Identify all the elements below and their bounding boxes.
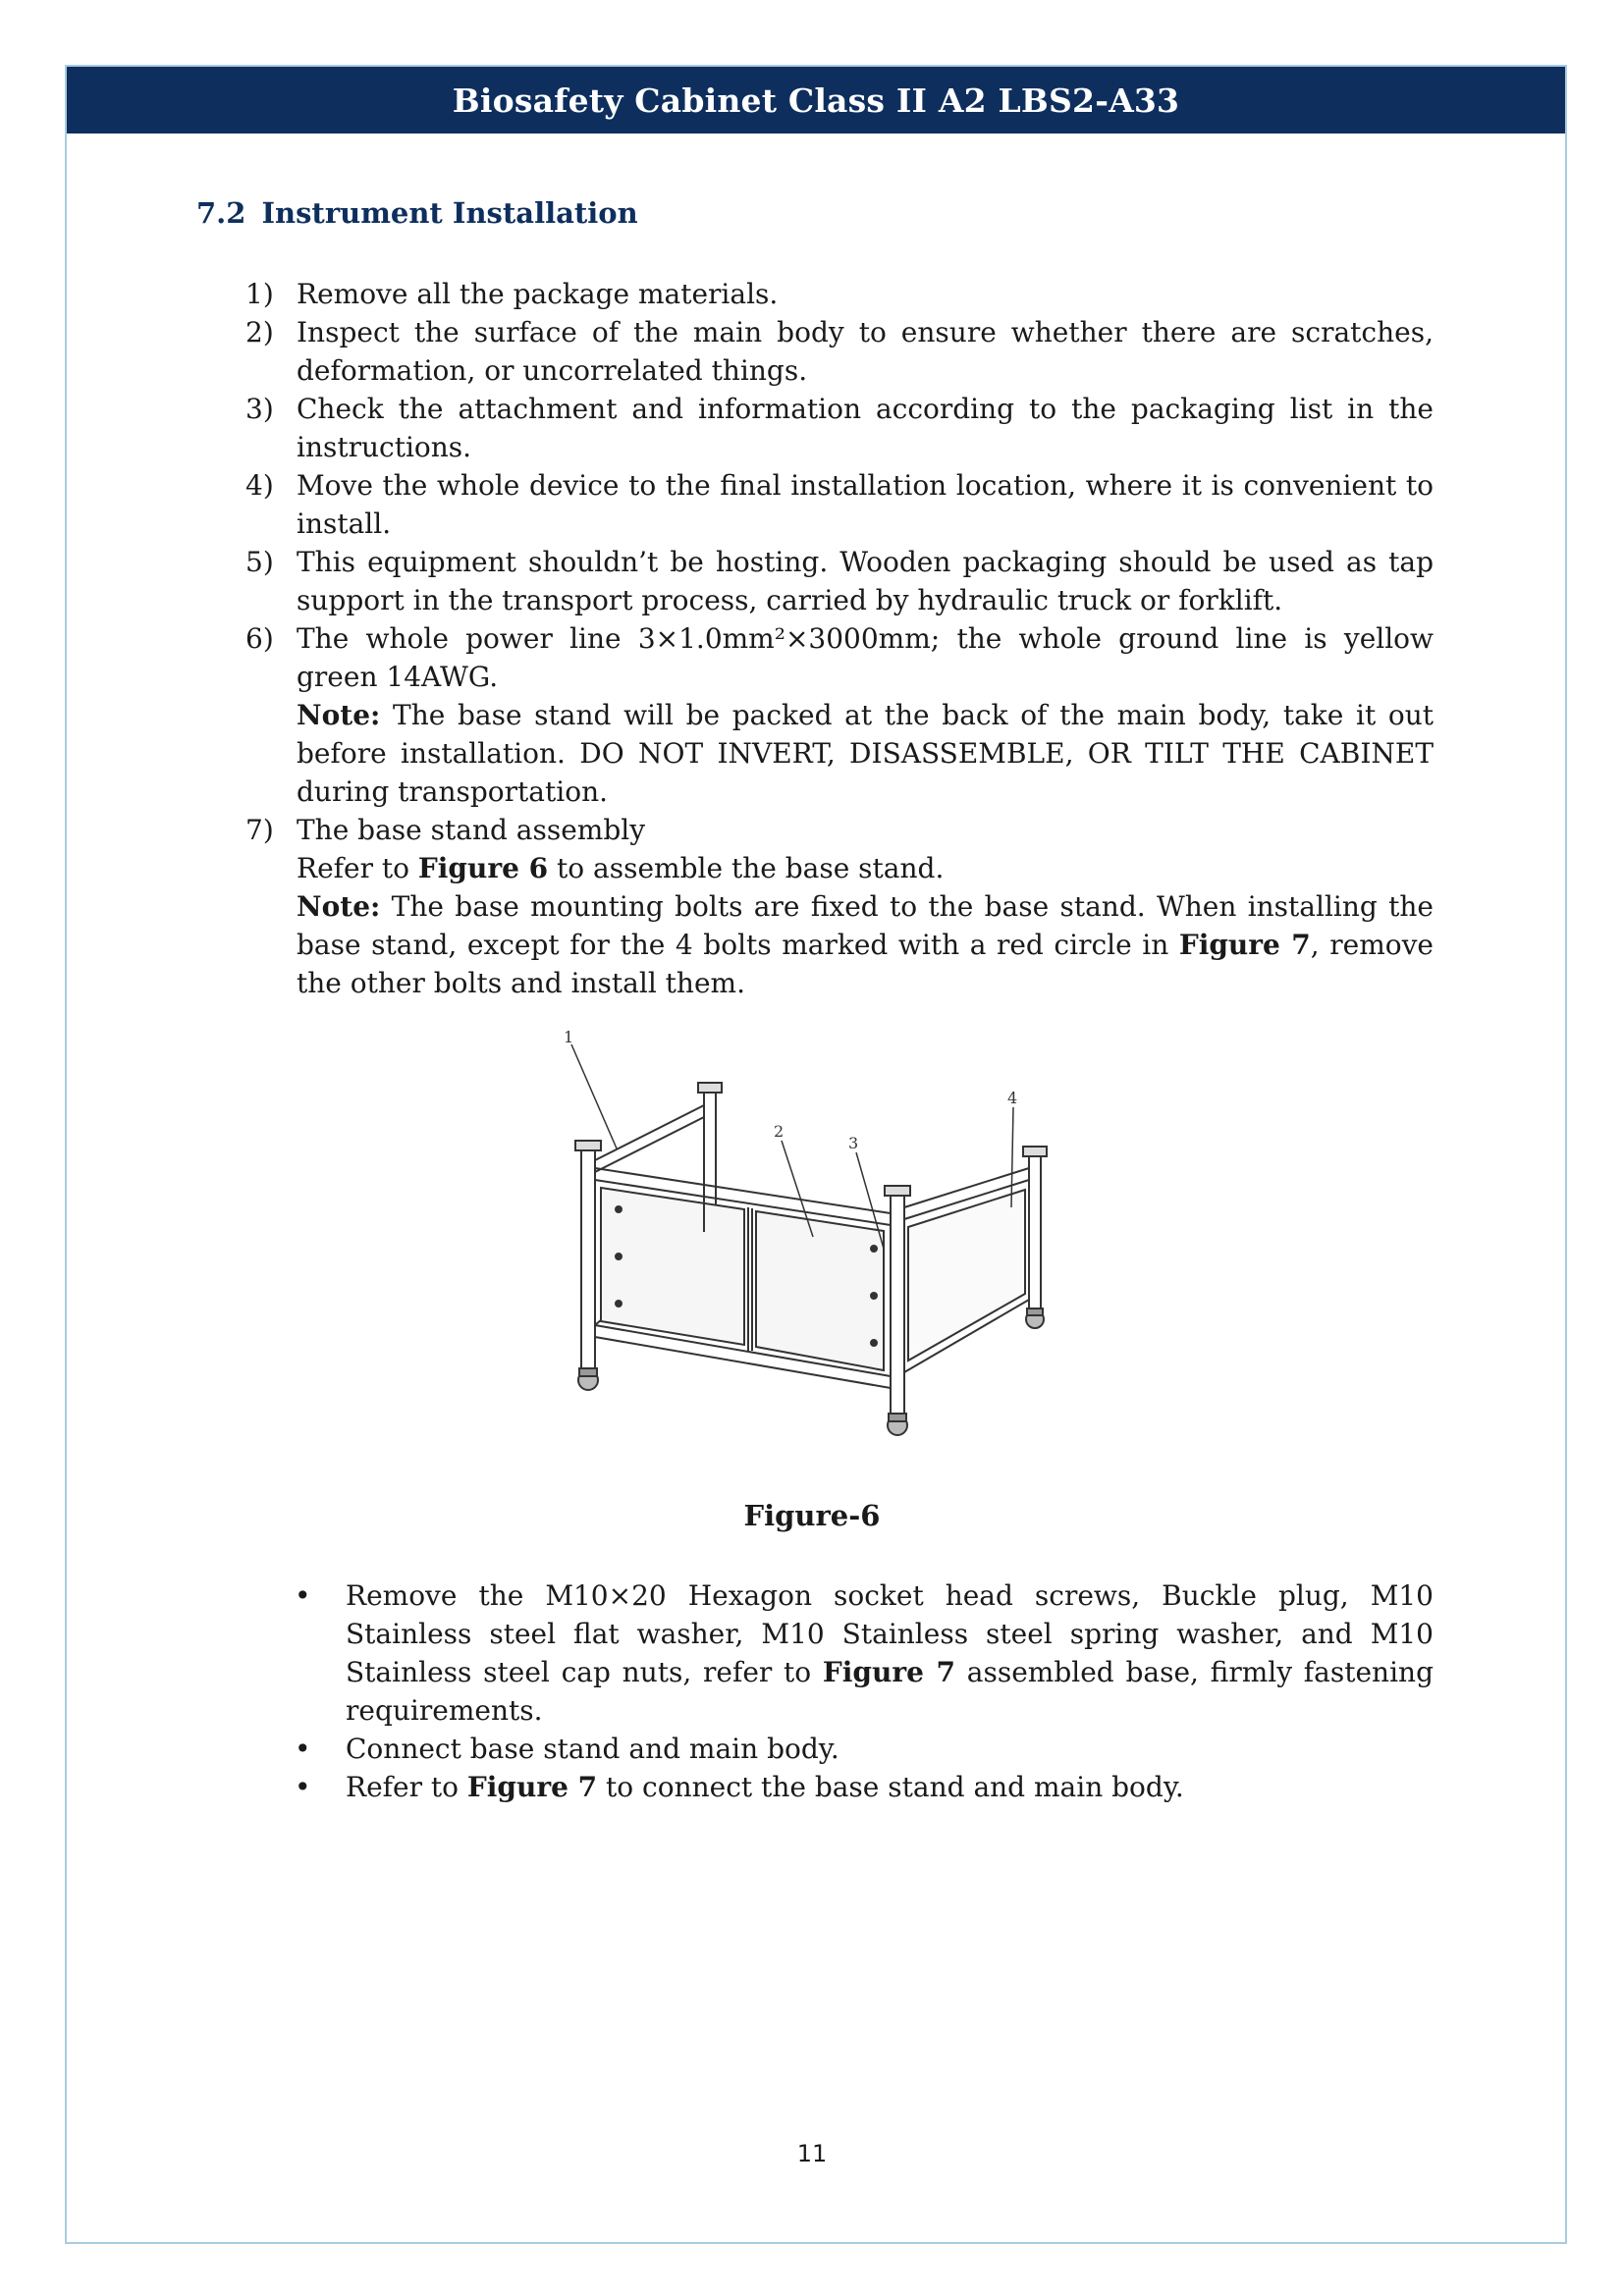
step-text: Check the attachment and information according to the packaging list in the instructions. (297, 393, 1434, 463)
document-title: Biosafety Cabinet Class II A2 LBS2-A33 (452, 80, 1180, 120)
bullet-item (295, 1768, 1434, 1806)
refer-paragraph (297, 849, 1434, 887)
refer-prefix: Refer to (297, 852, 418, 884)
bullet-dot (295, 1768, 346, 1806)
base-stand-drawing (550, 1031, 1080, 1463)
note-paragraph (297, 887, 1434, 1002)
bullet-text: to connect the base stand and main body. (597, 1771, 1184, 1803)
note-text: The base stand will be packed at the back of the main body, take it out before installation. DO NOT INVERT, DISASSEMBLE, OR TILT THE CABINET during transportation. (297, 699, 1434, 808)
step-marker: 3) (245, 393, 274, 425)
bullet-text: assembled base, firmly fastening requirements. (346, 1656, 1434, 1727)
step-text: Remove all the package materials. (297, 278, 779, 310)
note-label: Note: (297, 699, 381, 731)
figure-reference: Figure 7 (466, 1771, 598, 1803)
base-stand-figure (550, 1031, 1080, 1463)
figure-reference: Figure 7 (1178, 929, 1311, 961)
section-number: 7.2 (196, 196, 246, 230)
bullet-text: Refer to (346, 1771, 467, 1803)
note-paragraph (297, 696, 1434, 811)
step-item (245, 466, 1434, 543)
step-marker: 5) (245, 546, 274, 578)
refer-suffix: to assemble the base stand. (548, 852, 945, 884)
figure-caption: Figure-6 (743, 1499, 881, 1532)
step-marker: 6) (245, 622, 274, 655)
bullet-item (295, 1576, 1434, 1730)
step-marker: 1) (245, 278, 274, 310)
step-item (245, 313, 1434, 390)
figure-reference: Figure 6 (417, 852, 549, 884)
step-marker: 4) (245, 469, 274, 502)
step-text: The whole power line 3×1.0mm²×3000mm; the whole ground line is yellow green 14AWG. (297, 622, 1434, 693)
section-heading (196, 196, 638, 230)
step-item (245, 811, 1434, 1002)
callout-3: 3 (848, 1134, 859, 1152)
installation-steps (245, 275, 1434, 1002)
bullet-text: Connect base stand and main body. (346, 1733, 839, 1765)
step-item (245, 619, 1434, 811)
bullet-dot (295, 1576, 346, 1730)
step-item (245, 275, 1434, 313)
step-marker: 2) (245, 316, 274, 348)
step-text: This equipment shouldn’t be hosting. Wooden packaging should be used as tap support in the transport process, carried by hydraulic truck or forklift. (297, 546, 1434, 616)
step-item (245, 390, 1434, 466)
section-title-text: Instrument Installation (261, 196, 638, 230)
note-text: , remove the other bolts and install them. (297, 929, 1434, 999)
bullet-list (295, 1576, 1434, 1806)
step-marker: 7) (245, 814, 274, 846)
note-text: The base mounting bolts are fixed to the base stand. When installing the base stand, except for the 4 bolts marked with a red circle in (297, 890, 1434, 961)
callout-4: 4 (1007, 1089, 1018, 1107)
bullet-item (295, 1730, 1434, 1768)
figure-reference: Figure 7 (822, 1656, 956, 1688)
step-text: The base stand assembly (297, 814, 646, 846)
callout-2: 2 (774, 1122, 785, 1141)
step-item (245, 543, 1434, 619)
page-number: 11 (796, 2140, 828, 2167)
step-text: Inspect the surface of the main body to ensure whether there are scratches, deformation, or uncorrelated things. (297, 316, 1434, 387)
note-label: Note: (297, 890, 381, 923)
step-text: Move the whole device to the final installation location, where it is convenient to install. (297, 469, 1434, 540)
callout-1: 1 (564, 1031, 574, 1046)
bullet-text: Remove the M10×20 Hexagon socket head screws, Buckle plug, M10 Stainless steel flat washer, M10 Stainless steel spring washer, and M10 Stainless steel cap nuts, refer to (346, 1579, 1434, 1688)
bullet-dot (295, 1730, 346, 1768)
document-header (67, 67, 1565, 133)
